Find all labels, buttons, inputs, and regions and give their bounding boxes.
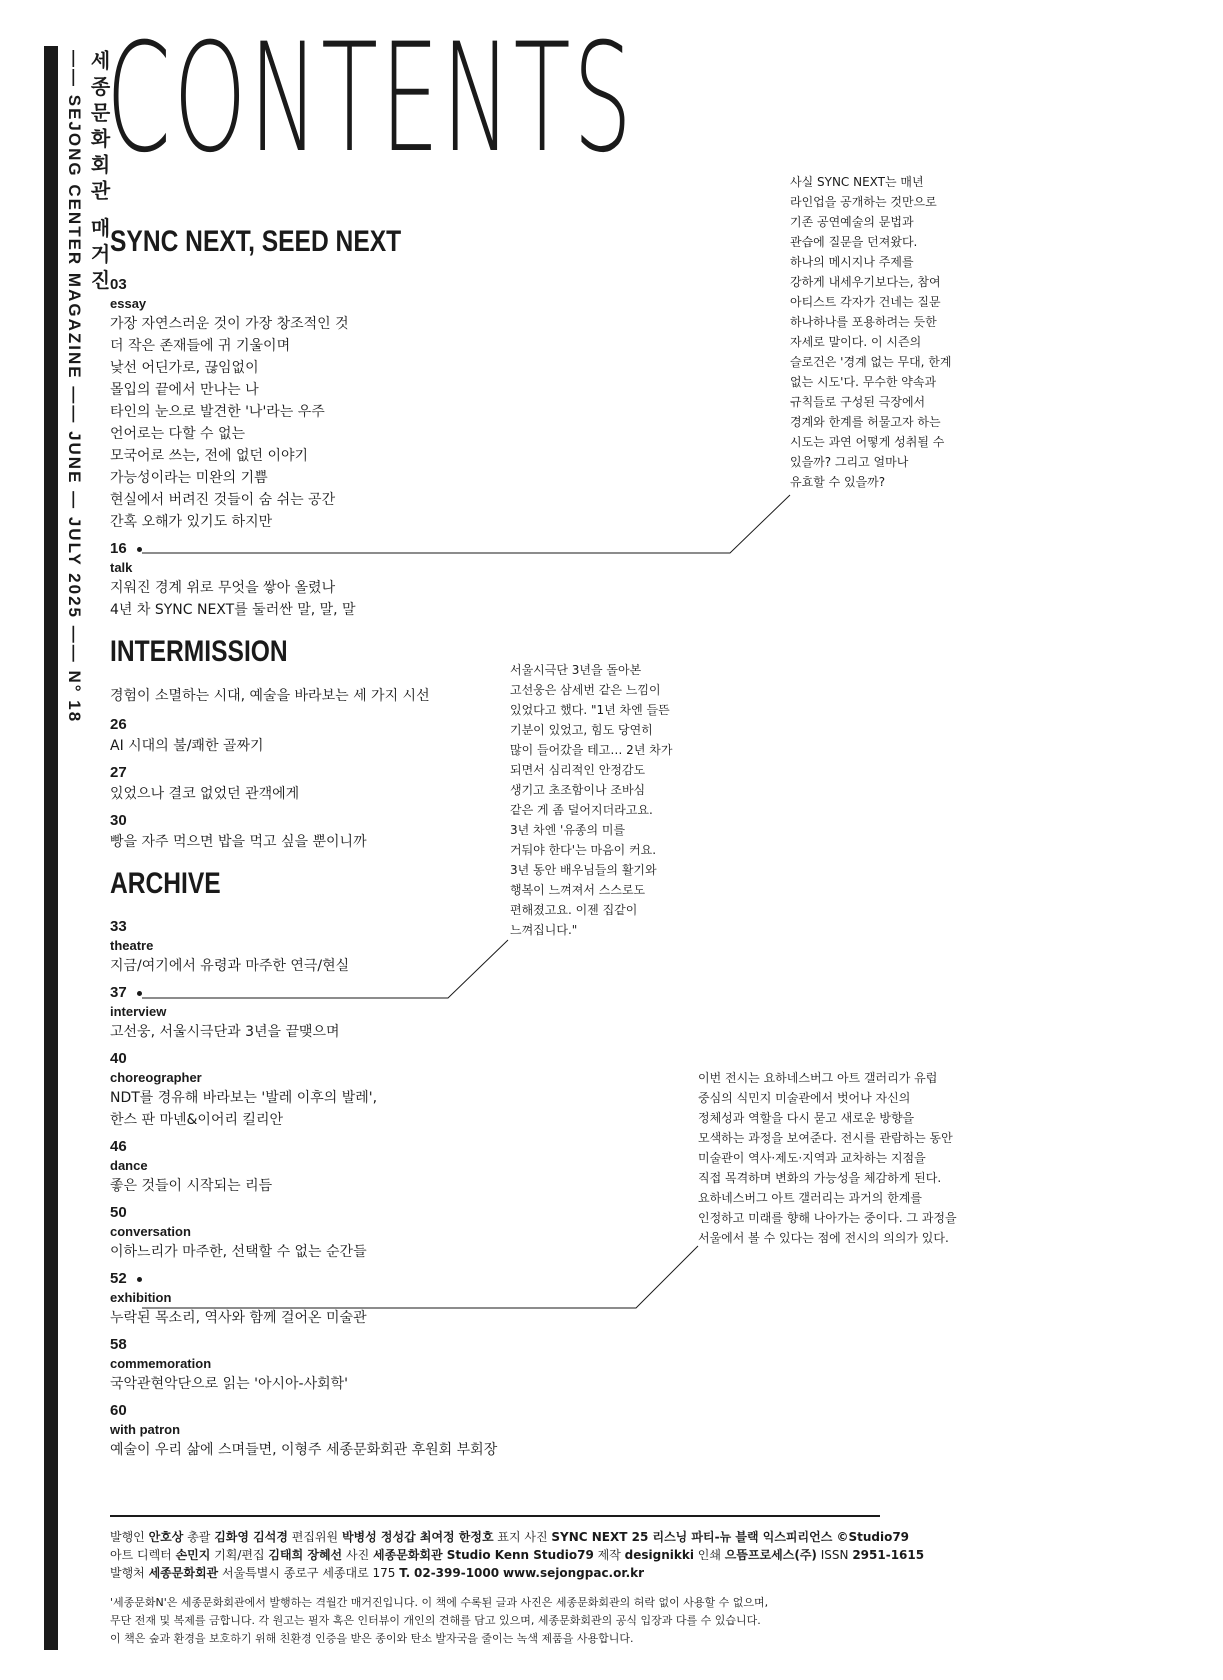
magazine-name: SEJONG CENTER MAGAZINE [65, 94, 84, 380]
quote-line: 편해졌고요. 이젠 집같이 [510, 903, 638, 917]
entry-title: 지워진 경계 위로 무엇을 쌓아 올렸나 [110, 580, 336, 596]
entry-category: talk [110, 560, 133, 575]
quote-line: 슬로건은 '경계 없는 무대, 한계 [790, 355, 952, 369]
quote-line: 고선웅은 삼세번 같은 느낌이 [510, 683, 661, 697]
credit-label: 제작 [593, 1548, 625, 1562]
page-number [110, 1269, 570, 1289]
credit-value: 안호상 [148, 1530, 184, 1544]
credit-value: 박병성 정성갑 최여정 한정호 [341, 1530, 494, 1544]
entry-title: 모국어로 쓰는, 전에 없던 이야기 [110, 448, 309, 464]
entry-title: AI 시대의 불/쾌한 골짜기 [110, 738, 264, 754]
entry-titles [110, 1021, 570, 1043]
quote-line: 이번 전시는 요하네스버그 아트 갤러리가 유럽 [698, 1071, 938, 1085]
credits-line [110, 1564, 930, 1582]
connector-dot [137, 547, 142, 552]
notice-line: '세종문화N'은 세종문화회관에서 발행하는 격월간 매거진입니다. 이 책에 수록된 글과 사진은 세종문화회관의 허락 없이 사용할 수 없으며, [110, 1596, 769, 1609]
page-number [110, 763, 570, 783]
quote-line: 모색하는 과정을 보여준다. 전시를 관람하는 동안 [698, 1131, 953, 1145]
quote-line: 있었다고 했다. "1년 차엔 들뜬 [510, 703, 670, 717]
vertical-dash: —— [65, 625, 84, 671]
page-number-text: 40 [110, 1050, 127, 1067]
quote-line: 3년 차엔 '유종의 미를 [510, 823, 626, 837]
entry-category: commemoration [110, 1356, 212, 1371]
entry-title: 예술이 우리 삶에 스며들면, 이형주 세종문화회관 후원회 부회장 [110, 1442, 498, 1458]
notice-line: 이 책은 숲과 환경을 보호하기 위해 친환경 인증을 받은 종이와 탄소 발자국을 줄이는 녹색 제품을 사용합니다. [110, 1632, 634, 1645]
quote-line: 있을까? 그리고 얼마나 [790, 455, 909, 469]
entry-titles [110, 831, 570, 853]
quote-line: 서울시극단 3년을 돌아본 [510, 663, 642, 677]
page-number [110, 1137, 570, 1157]
entry-titles [110, 1373, 570, 1395]
quote-line: 시도는 과연 어떻게 성취될 수 [790, 435, 945, 449]
credit-value: SYNC NEXT 25 리스닝 파티-뉴 블랙 익스피리언스 ©Studio79 [551, 1530, 910, 1544]
toc-entry [110, 539, 570, 621]
entry-titles [110, 1241, 570, 1263]
vertical-dash: —— [65, 386, 84, 432]
quote-line: 많이 들어갔을 테고… 2년 차가 [510, 743, 673, 757]
page-number-text: 58 [110, 1336, 127, 1353]
quote-line: 생기고 초조함이나 조바심 [510, 783, 646, 797]
quote-line: 하나의 메시지나 주제를 [790, 255, 914, 269]
entry-titles [110, 955, 570, 977]
magazine-korean-name: 세종문화회관 매거진 [87, 50, 109, 296]
quote-line: 자세로 말이다. 이 시즌의 [790, 335, 922, 349]
quote-line: 행복이 느껴져서 스스로도 [510, 883, 646, 897]
credit-label: 발행처 [110, 1566, 149, 1580]
toc-section [110, 867, 570, 1461]
toc-entry [110, 983, 570, 1043]
page-number-text: 03 [110, 276, 127, 293]
entry-category: interview [110, 1004, 167, 1019]
entry-title: 국악관현악단으로 읽는 '아시아-사회학' [110, 1376, 349, 1392]
copyright-notice [110, 1594, 970, 1648]
entry-title: 이하느리가 마주한, 선택할 수 없는 순간들 [110, 1244, 367, 1260]
entry-titles [110, 313, 570, 533]
quote-talk [790, 172, 951, 492]
credit-label: 사진 [342, 1548, 373, 1562]
page-number-text: 52 [110, 1270, 127, 1287]
page-number [110, 983, 570, 1003]
credit-value: designikki [624, 1548, 694, 1562]
connector-dot [137, 991, 142, 996]
credit-value: 김태희 장혜선 [268, 1548, 343, 1562]
entry-title: 현실에서 버려진 것들이 숨 쉬는 공간 [110, 492, 336, 508]
quote-interview [510, 660, 672, 940]
quote-line: 요하네스버그 아트 갤러리는 과거의 한계를 [698, 1191, 922, 1205]
section-intro: 경험이 소멸하는 시대, 예술을 바라보는 세 가지 시선 [110, 688, 430, 704]
entry-title: 4년 차 SYNC NEXT를 둘러싼 말, 말, 말 [110, 602, 356, 618]
page-number-text: 16 [110, 540, 127, 557]
section-heading: SYNC NEXT, SEED NEXT [110, 225, 402, 258]
credits-line [110, 1546, 930, 1564]
entry-title: 타인의 눈으로 발견한 '나'라는 우주 [110, 404, 325, 420]
entry-title: 가능성이라는 미완의 기쁨 [110, 470, 268, 486]
page-number-text: 30 [110, 812, 127, 829]
issue-date: JUNE — JULY 2025 [65, 431, 84, 619]
entry-category: exhibition [110, 1290, 172, 1305]
toc-entry [110, 1335, 570, 1395]
credit-value: 김화영 김석경 [214, 1530, 288, 1544]
credit-label: 표지 사진 [493, 1530, 552, 1544]
vertical-dash: —— [65, 50, 84, 95]
entry-title: 고선웅, 서울시극단과 3년을 끝맺으며 [110, 1024, 340, 1040]
entry-titles [110, 735, 570, 757]
page-number-text: 50 [110, 1204, 127, 1221]
toc-section [110, 635, 570, 853]
quote-line: 경계와 한계를 허물고자 하는 [790, 415, 941, 429]
connector-dot [137, 1277, 142, 1282]
quote-line: 하나하나를 포용하려는 듯한 [790, 315, 937, 329]
quote-line: 유효할 수 있을까? [790, 475, 886, 489]
entry-category: choreographer [110, 1070, 202, 1085]
quote-line: 되면서 심리적인 안정감도 [510, 763, 646, 777]
toc-entry [110, 1269, 570, 1329]
quote-line: 거둬야 한다'는 마음이 커요. [510, 843, 657, 857]
page-number [110, 1335, 570, 1355]
entry-title: 누락된 목소리, 역사와 함께 걸어온 미술관 [110, 1310, 367, 1326]
entry-category: with patron [110, 1422, 181, 1437]
quote-line: 기분이 있었고, 힘도 당연히 [510, 723, 653, 737]
toc-section [110, 225, 570, 621]
quote-line: 정체성과 역할을 다시 묻고 새로운 방향을 [698, 1111, 915, 1125]
credit-value: 세종문화회관 [148, 1566, 219, 1580]
issue-number: N° 18 [65, 670, 84, 724]
entry-titles [110, 1175, 570, 1197]
credits-line [110, 1528, 930, 1546]
quote-line: 강하게 내세우기보다는, 참여 [790, 275, 941, 289]
quote-line: 중심의 식민지 미술관에서 벗어나 자신의 [698, 1091, 911, 1105]
toc-entry [110, 811, 570, 853]
credit-value: www.sejongpac.or.kr [502, 1566, 645, 1580]
entry-category: theatre [110, 938, 154, 953]
page-number [110, 539, 570, 559]
entry-category: dance [110, 1158, 148, 1173]
page-number-text: 27 [110, 764, 127, 781]
entry-titles [110, 1087, 570, 1131]
quote-line: 사실 SYNC NEXT는 매년 [790, 175, 924, 189]
quote-line: 관습에 질문을 던져왔다. [790, 235, 918, 249]
toc-entry [110, 1049, 570, 1131]
quote-line: 같은 게 좀 덜어지더라고요. [510, 803, 653, 817]
page-title: CONTENTS [106, 12, 635, 186]
quote-line: 아티스트 각자가 건네는 질문 [790, 295, 941, 309]
entry-title: 좋은 것들이 시작되는 리듬 [110, 1178, 273, 1194]
toc-entry [110, 1203, 570, 1263]
credit-label: ISSN [816, 1548, 853, 1562]
credit-label: 발행인 [110, 1530, 149, 1544]
credit-label: 서울특별시 종로구 세종대로 175 [218, 1566, 400, 1580]
page-number-text: 26 [110, 716, 127, 733]
entry-title: 있었으나 결코 없었던 관객에게 [110, 786, 300, 802]
credit-label: 편집위원 [287, 1530, 342, 1544]
quote-line: 느껴집니다." [510, 923, 578, 937]
page-number [110, 1049, 570, 1069]
credits [110, 1528, 930, 1582]
credit-value: 으뜸프로세스(주) [724, 1548, 817, 1562]
toc-entry [110, 1401, 570, 1461]
entry-titles [110, 1439, 570, 1461]
entry-title: 간혹 오해가 있기도 하지만 [110, 514, 273, 530]
entry-title: 가장 자연스러운 것이 가장 창조적인 것 [110, 316, 349, 332]
entry-title: 몰입의 끝에서 만나는 나 [110, 382, 259, 398]
page-number [110, 917, 570, 937]
section-heading: ARCHIVE [110, 867, 221, 900]
entry-title: 낯선 어딘가로, 끊임없이 [110, 360, 259, 376]
quote-line: 라인업을 공개하는 것만으로 [790, 195, 937, 209]
entry-title: 한스 판 마넨&이어리 킬리안 [110, 1112, 284, 1128]
table-of-contents [110, 225, 570, 1467]
entry-category: conversation [110, 1224, 191, 1239]
credit-value: 손민지 [175, 1548, 211, 1562]
credit-label: 아트 디렉터 [110, 1548, 176, 1562]
page-number-text: 60 [110, 1402, 127, 1419]
credit-value: 2951-1615 [852, 1548, 925, 1562]
section-heading: INTERMISSION [110, 635, 288, 668]
credit-value: 세종문화회관 Studio Kenn Studio79 [372, 1548, 594, 1562]
page-number [110, 811, 570, 831]
quote-line: 서울에서 볼 수 있다는 점에 전시의 의의가 있다. [698, 1231, 949, 1245]
quote-line: 3년 동안 배우님들의 활기와 [510, 863, 657, 877]
page-number [110, 1401, 570, 1421]
quote-line: 인정하고 미래를 향해 나아가는 중이다. 그 과정을 [698, 1211, 957, 1225]
entry-title: 더 작은 존재들에 귀 기울이며 [110, 338, 291, 354]
footer-rule [110, 1515, 880, 1517]
quote-line: 없는 시도'다. 무수한 약속과 [790, 375, 937, 389]
page-number-text: 37 [110, 984, 127, 1001]
quote-line: 규칙들로 구성된 극장에서 [790, 395, 926, 409]
page-number [110, 275, 570, 295]
quote-exhibition [698, 1068, 957, 1248]
quote-line: 직접 목격하며 변화의 가능성을 체감하게 된다. [698, 1171, 942, 1185]
toc-entry [110, 1137, 570, 1197]
toc-entry [110, 715, 570, 757]
entry-titles [110, 577, 570, 621]
page-number-text: 46 [110, 1138, 127, 1155]
page-number [110, 1203, 570, 1223]
toc-entry [110, 275, 570, 533]
credit-value: T. [399, 1566, 411, 1580]
entry-title: NDT를 경유해 바라보는 '발레 이후의 발레', [110, 1090, 378, 1106]
page-number [110, 715, 570, 735]
entry-title: 지금/여기에서 유령과 마주한 연극/현실 [110, 958, 350, 974]
page-number-text: 33 [110, 918, 127, 935]
entry-title: 언어로는 다할 수 없는 [110, 426, 246, 442]
entry-titles [110, 1307, 570, 1329]
quote-line: 미술관이 역사·제도·지역과 교차하는 지점을 [698, 1151, 926, 1165]
entry-category: essay [110, 296, 147, 311]
quote-line: 기존 공연예술의 문법과 [790, 215, 914, 229]
entry-titles [110, 783, 570, 805]
credit-value: 02-399-1000 [414, 1566, 500, 1580]
notice-line: 무단 전재 및 복제를 금합니다. 각 원고는 필자 혹은 인터뷰이 개인의 견해를 담고 있으며, 세종문화회관의 공식 입장과 다를 수 있습니다. [110, 1614, 761, 1627]
credit-label: 총괄 [183, 1530, 215, 1544]
toc-entry [110, 917, 570, 977]
credit-label: 인쇄 [693, 1548, 725, 1562]
entry-title: 빵을 자주 먹으면 밥을 먹고 싶을 뿐이니까 [110, 834, 367, 850]
credit-label: 기획/편집 [210, 1548, 269, 1562]
toc-entry [110, 763, 570, 805]
